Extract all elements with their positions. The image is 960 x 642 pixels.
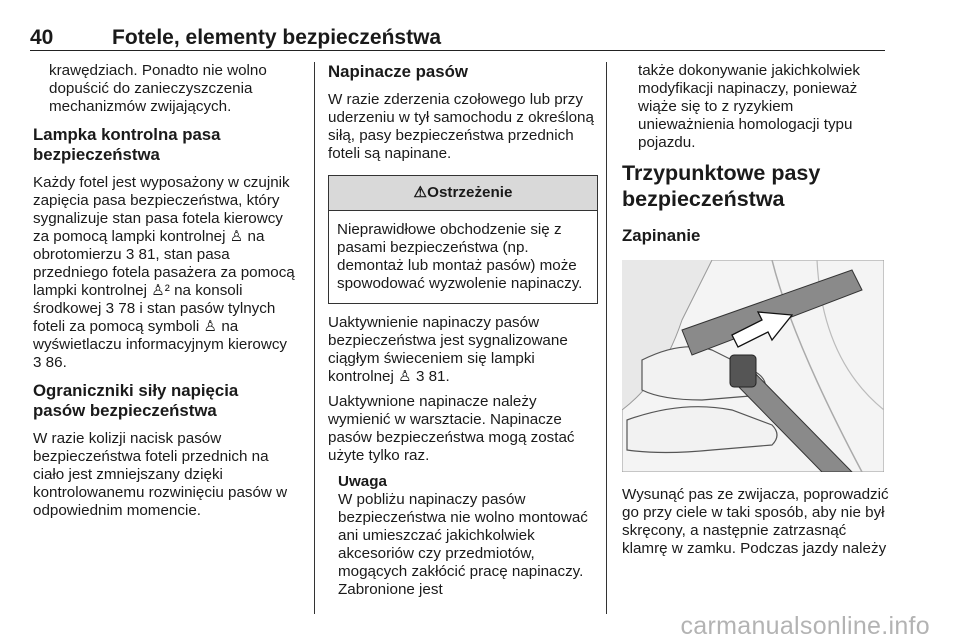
note-box bbox=[328, 473, 598, 599]
page-number: 40 bbox=[30, 26, 54, 49]
paragraph: Uaktywnione napinacze należy wymienić w warsztacie. Napinacze pasów bezpieczeństwa mogą zostać użyte tylko raz. bbox=[328, 393, 575, 464]
belt-rear-icon: ♙ bbox=[203, 318, 218, 335]
watermark: carmanualsonline.info bbox=[680, 612, 930, 640]
warning-header bbox=[329, 176, 597, 211]
section-heading: Ograniczniki siły napięcia pasów bezpieczeństwa bbox=[33, 381, 239, 420]
note-title: Uwaga bbox=[338, 473, 387, 490]
section-heading: Lampka kontrolna pasa bezpieczeństwa bbox=[33, 125, 221, 164]
belt-warning-icon: ♙ bbox=[229, 228, 244, 245]
belt-tensioner-icon: ♙ bbox=[398, 368, 412, 385]
column-divider bbox=[314, 62, 315, 614]
belt-passenger-icon: ♙² bbox=[151, 282, 170, 299]
section-heading: Napinacze pasów bbox=[328, 62, 468, 81]
warning-box bbox=[328, 175, 598, 304]
column-1 bbox=[33, 62, 295, 520]
seatbelt-illustration bbox=[622, 260, 884, 472]
page-header bbox=[30, 24, 885, 51]
paragraph: Wysunąć pas ze zwijacza, poprowadzić go przy ciele w taki sposób, aby nie był skręcony, a następnie zatrzasnąć klamrę w zamku. Podczas jazdy należy bbox=[622, 486, 889, 557]
warning-title: Ostrzeżenie bbox=[427, 184, 513, 201]
paragraph: W razie zderzenia czołowego lub przy uderzeniu w tył samochodu z określoną siłą, pasy bezpieczeństwa przednich foteli są napinane. bbox=[328, 91, 594, 162]
paragraph: Uaktywnienie napinaczy pasów bezpieczeństwa jest sygnalizowane ciągłym świeceniem się lampki kontrolnej ♙ 3 81. bbox=[328, 314, 568, 385]
warning-text: Nieprawidłowe obchodzenie się z pasami bezpieczeństwa (np. demontaż lub montaż pasów) może spowodować wyzwolenie napinaczy. bbox=[337, 221, 583, 292]
column-3 bbox=[622, 62, 892, 558]
paragraph: Każdy fotel jest wyposażony w czujnik zapięcia pasa bezpieczeństwa, który sygnalizuje stan pasa fotela kierowcy za pomocą lampki kontrolnej ♙ na obrotomierzu 3 81, stan pasa przedniego fotela pasażera za pomocą lampki kontrolnej ♙² na konsoli środkowej 3 78 i stan pasów tylnych foteli za pomocą symboli ♙ na wyświetlaczu informacyjnym kierowcy 3 86. bbox=[33, 174, 295, 371]
column-2 bbox=[328, 62, 598, 599]
page-title: Fotele, elementy bezpieczeństwa bbox=[112, 26, 442, 49]
section-heading: Trzypunktowe pasy bezpieczeństwa bbox=[622, 161, 821, 211]
page-reference-icon: 3 bbox=[33, 354, 42, 371]
paragraph: krawędziach. Ponadto nie wolno dopuścić do zanieczyszczenia mechanizmów zwijających. bbox=[49, 62, 267, 115]
page-reference-icon: 3 bbox=[125, 246, 135, 263]
warning-triangle-icon: ⚠ bbox=[413, 184, 428, 201]
subsection-heading: Zapinanie bbox=[622, 226, 701, 245]
column-divider bbox=[606, 62, 607, 614]
page-reference-icon: 3 bbox=[415, 368, 425, 385]
page-reference-icon: 3 bbox=[105, 300, 115, 317]
note-text: W pobliżu napinaczy pasów bezpieczeństwa nie wolno montować ani umieszczać jakichkolwiek akcesoriów czy przedmiotów, mogących zakłócić pracę napinaczy. Zabronione jest bbox=[338, 491, 588, 598]
paragraph: także dokonywanie jakichkolwiek modyfikacji napinaczy, ponieważ wiąże się to z ryzykiem unieważnienia homologacji typu pojazdu. bbox=[638, 62, 861, 151]
paragraph: W razie kolizji nacisk pasów bezpieczeństwa foteli przednich na ciało jest zmniejszany dzięki kontrolowanemu rozwinięciu pasów w odpowiednim momencie. bbox=[33, 430, 288, 519]
